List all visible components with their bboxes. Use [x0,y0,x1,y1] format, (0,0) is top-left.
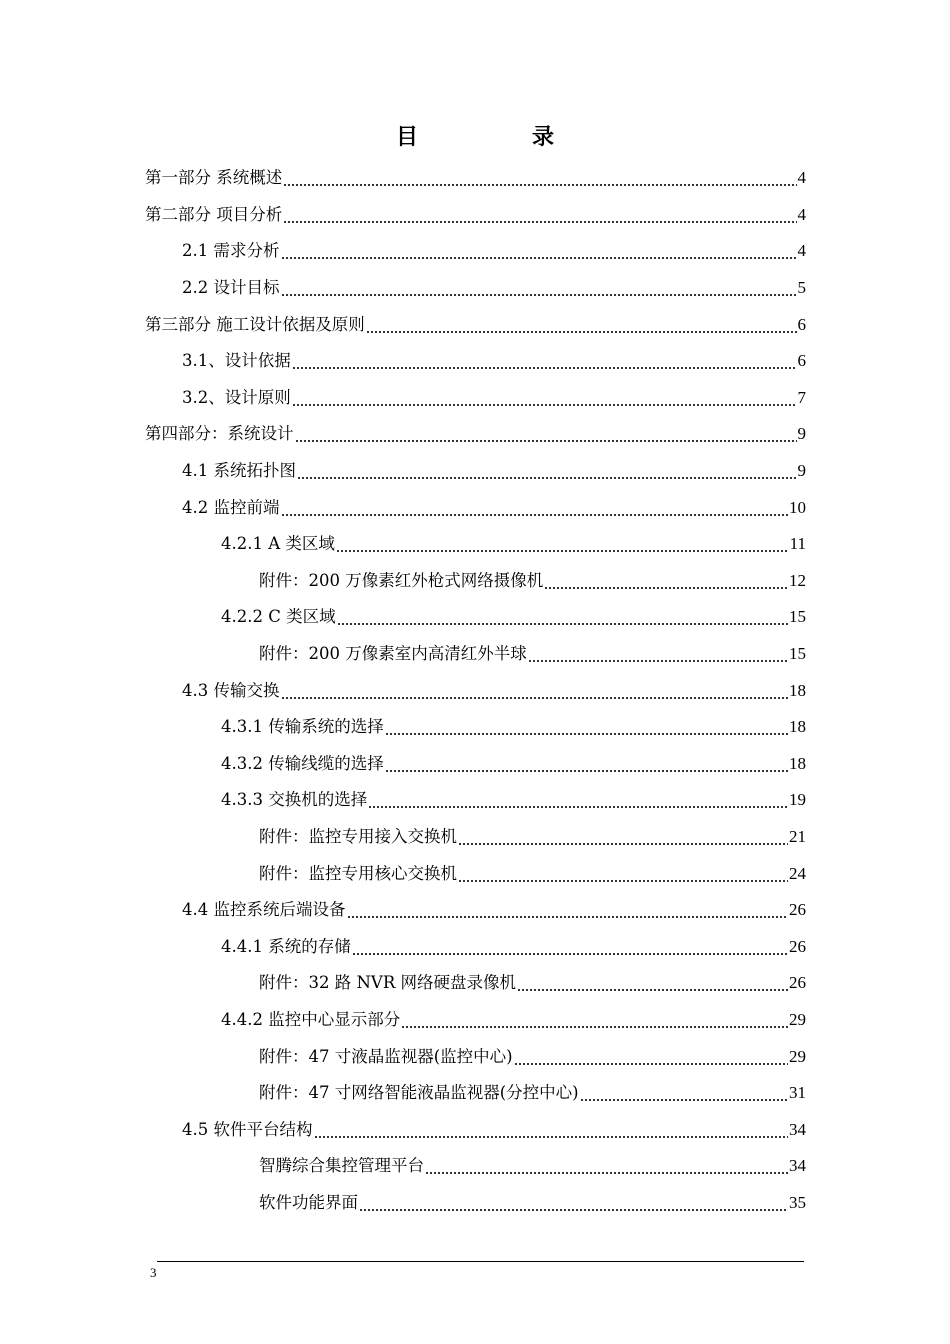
toc-entry-page-number: 15 [789,607,806,627]
toc-entry-page-number: 31 [789,1083,806,1103]
toc-entry-title: 软件功能界面 [259,1192,358,1212]
toc-entry[interactable] [0,343,950,380]
toc-entry-title: 4.4.1 系统的存储 [221,936,351,956]
toc-entry-title: 4.4.2 监控中心显示部分 [221,1009,401,1029]
dot-leader [401,1026,788,1028]
toc-entry-page-number: 19 [789,790,806,810]
toc-entry-title: 附件：200 万像素室内高清红外半球 [259,644,527,664]
toc-entry-title: 附件：监控专用核心交换机 [259,863,457,883]
toc-entry-page-number: 18 [789,717,806,737]
footer-divider [157,1261,804,1262]
dot-leader [347,916,789,918]
toc-entry[interactable] [0,1185,950,1222]
dot-leader [528,660,788,662]
toc-entry-page-number: 18 [789,680,806,700]
dot-leader [385,733,788,735]
toc-entry-page-number: 4 [797,204,806,224]
toc-entry-title: 附件：47 寸液晶监视器(监控中心) [259,1046,513,1066]
dot-leader [352,953,788,955]
toc-title: 目 录 [395,125,600,150]
toc-entry-page-number: 34 [789,1119,806,1139]
toc-entry-page-number: 9 [797,424,806,444]
toc-entry-page-number: 34 [789,1156,806,1176]
dot-leader [425,1172,788,1174]
toc-entry[interactable] [0,526,950,563]
dot-leader [281,257,797,259]
toc-entry-page-number: 26 [789,936,806,956]
toc-entry[interactable] [0,892,950,929]
toc-entry-page-number: 11 [789,534,806,554]
dot-leader [292,404,797,406]
dot-leader [281,514,789,516]
toc-entry-page-number: 5 [797,278,806,298]
toc-entry-title: 附件：32 路 NVR 网络硬盘录像机 [259,973,517,993]
toc-entry-title: 第三部分 施工设计依据及原则 [145,314,365,334]
dot-leader [336,550,789,552]
dot-leader [359,1209,788,1211]
dot-leader [292,367,797,369]
toc-entry[interactable] [0,563,950,600]
toc-entry-page-number: 29 [789,1009,806,1029]
toc-entry-title: 第四部分：系统设计 [145,424,294,444]
toc-entry-title: 附件：200 万像素红外枪式网络摄像机 [259,570,544,590]
toc-entry-title: 4.2.1 A 类区域 [221,534,335,554]
toc-entry[interactable] [0,709,950,746]
dot-leader [283,221,796,223]
toc-entry-title: 4.2.2 C 类区域 [221,607,336,627]
dot-leader [517,989,788,991]
toc-entry-title: 4.3 传输交换 [182,680,280,700]
toc-entry-title: 4.3.3 交换机的选择 [221,790,368,810]
dot-leader [458,880,788,882]
dot-leader [283,184,796,186]
toc-entry[interactable] [0,1075,950,1112]
toc-entry-title: 4.3.2 传输线缆的选择 [221,753,384,773]
dot-leader [295,440,797,442]
toc-entry[interactable] [0,197,950,234]
dot-leader [297,477,797,479]
toc-entry[interactable] [0,782,950,819]
toc-entry[interactable] [0,855,950,892]
toc-entry-title: 第二部分 项目分析 [145,204,283,224]
toc-entry[interactable] [0,233,950,270]
toc-entry-page-number: 29 [789,1046,806,1066]
toc-entry-page-number: 26 [789,973,806,993]
toc-entry-title: 附件：监控专用接入交换机 [259,826,457,846]
toc-entry[interactable] [0,746,950,783]
toc-entry-title: 4.1 系统拓扑图 [182,461,296,481]
toc-entry-page-number: 6 [797,314,806,334]
toc-entry-page-number: 21 [789,826,806,846]
toc-entry-page-number: 4 [797,241,806,261]
toc-entry-page-number: 12 [789,570,806,590]
toc-entry-title: 3.2、设计原则 [182,387,291,407]
toc-entry[interactable] [0,306,950,343]
toc-entry-page-number: 4 [797,168,806,188]
toc-entry[interactable] [0,160,950,197]
toc-entry[interactable] [0,1038,950,1075]
toc-entry-title: 4.5 软件平台结构 [182,1119,313,1139]
toc-entry-page-number: 7 [797,387,806,407]
toc-entry-title: 4.4 监控系统后端设备 [182,900,346,920]
dot-leader [580,1099,788,1101]
page-number: 3 [150,1265,157,1280]
toc-entry[interactable] [0,380,950,417]
dot-leader [458,843,788,845]
toc-entry[interactable] [0,453,950,490]
dot-leader [514,1063,788,1065]
toc-entry-page-number: 35 [789,1192,806,1212]
toc-entry-page-number: 26 [789,900,806,920]
toc-entry[interactable] [0,599,950,636]
toc-entry[interactable] [0,489,950,526]
dot-leader [544,587,788,589]
toc-entry-page-number: 24 [789,863,806,883]
dot-leader [368,806,788,808]
toc-entry[interactable] [0,1111,950,1148]
toc-entry-page-number: 15 [789,644,806,664]
dot-leader [385,770,788,772]
toc-entry[interactable] [0,965,950,1002]
toc-entry[interactable] [0,1002,950,1039]
toc-entry-title: 附件：47 寸网络智能液晶监视器(分控中心) [259,1083,579,1103]
toc-entry-page-number: 9 [797,461,806,481]
dot-leader [281,294,797,296]
toc-entry[interactable] [0,672,950,709]
toc-entry-title: 4.3.1 传输系统的选择 [221,717,384,737]
toc-entry-title: 第一部分 系统概述 [145,168,283,188]
toc-entry[interactable] [0,819,950,856]
toc-entry-title: 智腾综合集控管理平台 [259,1156,424,1176]
toc-entry-page-number: 10 [789,497,806,517]
toc-entry[interactable] [0,416,950,453]
dot-leader [337,623,788,625]
toc-entry-title: 2.2 设计目标 [182,278,280,298]
table-of-contents [0,160,950,1221]
toc-entry[interactable] [0,1148,950,1185]
dot-leader [366,331,797,333]
toc-entry-title: 2.1 需求分析 [182,241,280,261]
toc-entry-page-number: 18 [789,753,806,773]
toc-entry[interactable] [0,928,950,965]
toc-entry[interactable] [0,636,950,673]
dot-leader [314,1136,789,1138]
toc-entry-page-number: 6 [797,351,806,371]
toc-entry-title: 4.2 监控前端 [182,497,280,517]
toc-entry[interactable] [0,270,950,307]
dot-leader [281,697,789,699]
toc-entry-title: 3.1、设计依据 [182,351,291,371]
